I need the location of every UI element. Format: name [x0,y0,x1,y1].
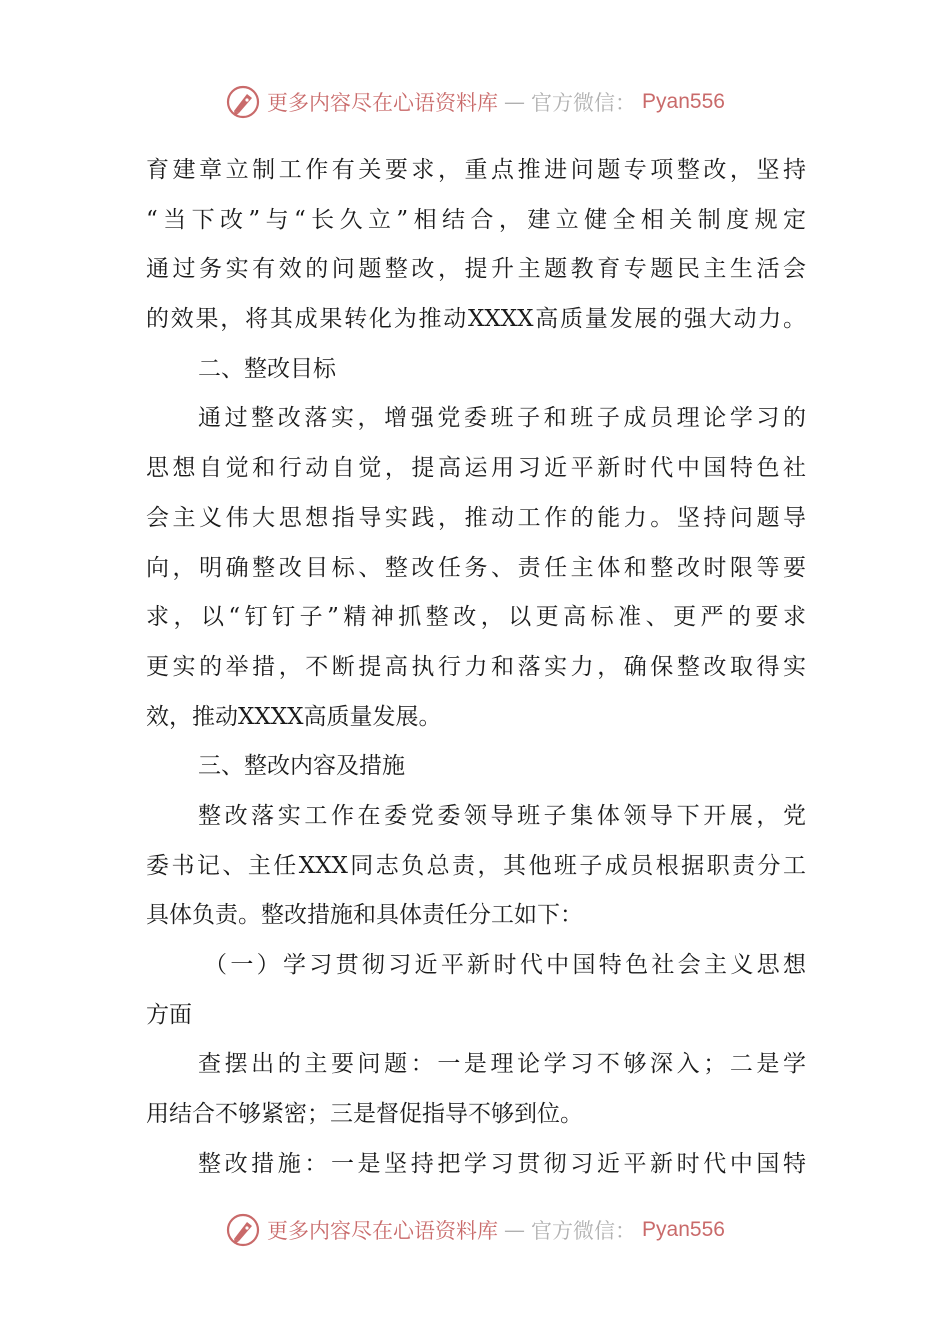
subsection-heading: （一）学习贯彻习近平新时代中国特色社会主义思想 [204,952,806,978]
text-line: 思想自觉和行动自觉，提高运用习近平新时代中国特色社 [146,455,806,482]
header-watermark-banner [0,82,950,122]
text-line: 通过务实有效的问题整改，提升主题教育专题民主生活会 [146,256,806,283]
text-line: 会主义伟大思想指导实践，推动工作的能力。坚持问题导 [146,504,806,531]
section-heading: 二、整改目标 [198,355,336,382]
banner-dash: — [504,90,526,114]
text-line: 整改措施：一是坚持把学习贯彻习近平新时代中国特 [198,1150,806,1177]
text-line: 育建章立制工作有关要求，重点推进问题专项整改，坚持 [146,157,806,183]
text-line: 具体负责。整改措施和具体责任分工如下： [146,902,583,929]
text-line: 委书记、主任XXX同志负总责，其他班子成员根据职责分工 [146,852,806,879]
text-line: 向，明确整改目标、整改任务、责任主体和整改时限等要 [146,554,806,581]
text-line: 效，推动XXXX高质量发展。 [146,703,442,730]
text-line: 通过整改落实，增强党委班子和班子成员理论学习的 [198,405,806,432]
document-body [146,146,806,1189]
text-line: “当下改”与“长久立”相结合，建立健全相关制度规定 [146,206,806,233]
pen-nib-circle-icon [225,84,261,120]
wechat-label: 官方微信： [531,1219,637,1243]
text-line: 查摆出的主要问题：一是理论学习不够深入；二是学 [198,1051,806,1078]
text-line: 更实的举措，不断提高执行力和落实力，确保整改取得实 [146,653,806,680]
wechat-id: Pyan556 [642,1218,725,1241]
section-heading: 三、整改内容及措施 [198,753,405,780]
promo-text: 更多内容尽在心语资料库 [267,91,499,115]
promo-text: 更多内容尽在心语资料库 [267,1219,499,1243]
text-line: 求，以“钉钉子”精神抓整改，以更高标准、更严的要求 [146,604,806,631]
text-line: 用结合不够紧密；三是督促指导不够到位。 [146,1101,583,1128]
text-line: 整改落实工作在委党委领导班子集体领导下开展，党 [198,802,806,829]
wechat-label: 官方微信： [531,91,637,115]
text-line: 方面 [146,1001,192,1028]
footer-watermark-banner [0,1210,950,1250]
wechat-id: Pyan556 [642,90,725,113]
banner-dash: — [504,1218,526,1242]
text-line: 的效果，将其成果转化为推动XXXX高质量发展的强大动力。 [146,306,806,333]
pen-nib-circle-icon [225,1212,261,1248]
